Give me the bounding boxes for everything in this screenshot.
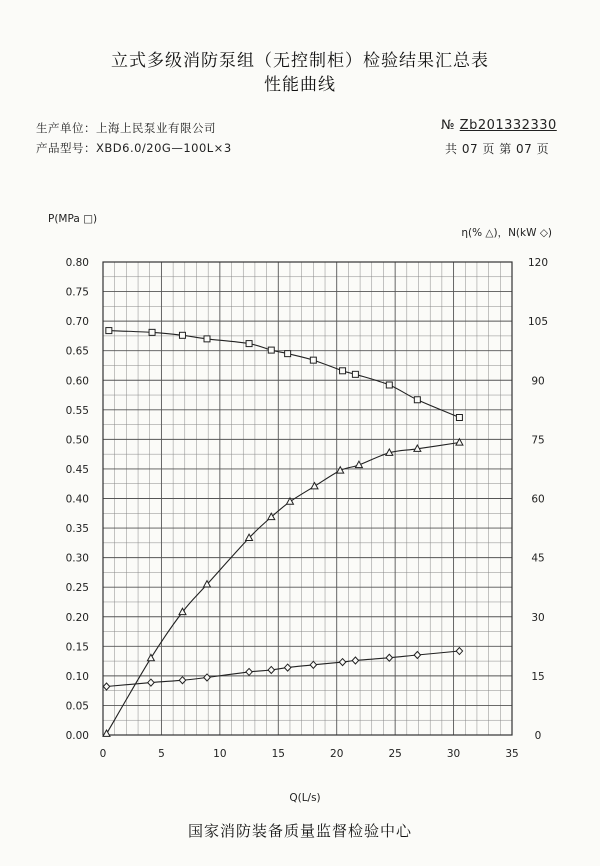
square-marker <box>149 329 155 335</box>
square-marker <box>310 357 316 363</box>
footer-institution: 国家消防装备质量监督检验中心 <box>187 822 412 840</box>
right-y-tick-label: 105 <box>527 316 549 329</box>
x-tick-label: 5 <box>158 748 165 760</box>
series-curves <box>107 331 460 734</box>
left-y-tick-label: 0.45 <box>65 463 89 476</box>
left-y-tick-label: 0.30 <box>65 552 89 565</box>
report-number-prefix: № <box>441 118 456 133</box>
document-title: 立式多级消防泵组（无控制柜）检验结果汇总表 <box>111 51 489 71</box>
square-marker <box>246 341 252 347</box>
left-y-tick-label: 0.50 <box>65 434 89 447</box>
square-marker <box>456 414 462 420</box>
left-y-tick-label: 0.40 <box>65 493 89 506</box>
left-y-tick-labels <box>66 257 89 742</box>
x-tick-label: 20 <box>330 748 344 760</box>
series-markers <box>103 328 463 737</box>
series-line-diamond <box>107 651 460 687</box>
product-model-label: 产品型号：XBD6.0/20G—100L×3 <box>36 141 232 155</box>
right-y-tick-label: 45 <box>531 552 545 565</box>
triangle-marker <box>103 730 110 736</box>
left-y-tick-label: 0.35 <box>65 523 89 536</box>
square-marker <box>285 351 291 357</box>
left-y-tick-label: 0.20 <box>65 611 89 624</box>
square-marker <box>179 332 185 338</box>
right-y-tick-label: 0 <box>534 730 542 742</box>
manufacturer-label: 生产单位：上海上民泵业有限公司 <box>36 121 216 135</box>
right-y-tick-label: 15 <box>531 670 545 683</box>
x-tick-label: 15 <box>271 748 285 760</box>
left-y-tick-label: 0.75 <box>65 286 89 299</box>
square-marker <box>414 397 420 403</box>
right-y-tick-label: 30 <box>531 611 545 624</box>
right-y-tick-label: 60 <box>531 493 545 506</box>
series-line-triangle <box>107 443 460 734</box>
x-tick-label: 10 <box>213 748 227 760</box>
right-y-tick-label: 120 <box>527 257 549 269</box>
square-marker <box>106 328 112 334</box>
left-y-tick-label: 0.55 <box>65 404 89 417</box>
right-y-tick-label: 75 <box>531 434 545 447</box>
left-y-tick-label: 0.05 <box>65 700 89 713</box>
diamond-marker <box>246 668 252 675</box>
diamond-marker <box>204 674 210 681</box>
page-count: 共 07 页 第 07 页 <box>445 142 550 156</box>
right-y-tick-labels <box>528 257 548 742</box>
left-y-tick-label: 0.60 <box>65 375 89 388</box>
x-tick-label: 35 <box>505 748 519 760</box>
diamond-marker <box>103 683 109 690</box>
triangle-marker <box>311 482 318 488</box>
square-marker <box>268 347 274 353</box>
left-y-tick-label: 0.15 <box>65 641 89 654</box>
square-marker <box>204 336 210 342</box>
right-axis-label: η(% △)，N(kW ◇) <box>461 227 552 239</box>
diamond-marker <box>386 654 392 661</box>
diamond-marker <box>352 657 358 664</box>
triangle-marker <box>147 654 154 660</box>
x-tick-labels <box>100 748 519 760</box>
diamond-marker <box>339 659 345 666</box>
left-y-tick-label: 0.80 <box>65 257 89 269</box>
diamond-marker <box>310 661 316 668</box>
x-tick-label: 30 <box>446 748 461 760</box>
square-marker <box>340 368 346 374</box>
left-y-tick-label: 0.00 <box>65 730 89 742</box>
right-y-tick-label: 90 <box>531 375 545 388</box>
left-y-tick-label: 0.70 <box>65 316 89 329</box>
left-y-tick-label: 0.65 <box>65 345 89 358</box>
left-y-tick-label: 0.25 <box>65 582 89 595</box>
left-y-tick-label: 0.10 <box>65 670 89 683</box>
chart-title: 性能曲线 <box>264 75 336 95</box>
x-axis-label: Q(L/s) <box>289 792 321 804</box>
diamond-marker <box>456 648 462 655</box>
square-marker <box>352 371 358 377</box>
diamond-marker <box>148 679 154 686</box>
x-tick-label: 25 <box>388 748 402 760</box>
diamond-marker <box>414 651 420 658</box>
square-marker <box>386 382 392 388</box>
left-axis-label: P(MPa □) <box>48 213 98 225</box>
report-number-code: Zb201332330 <box>459 118 557 133</box>
x-tick-label: 0 <box>99 748 107 760</box>
diamond-marker <box>268 666 274 673</box>
